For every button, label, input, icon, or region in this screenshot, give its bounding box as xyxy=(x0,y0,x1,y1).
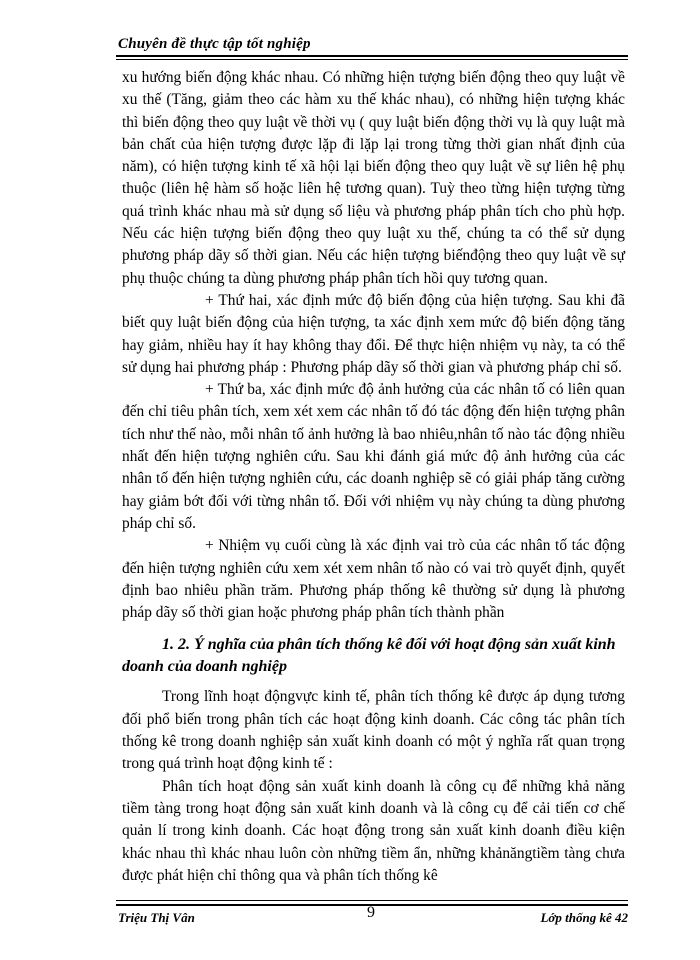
body-paragraph-2: + Thứ hai, xác định mức độ biến động của hiện tượng. Sau khi đã biết quy luật biến động của hiện tượng, ta xác định xem mức độ biến động tăng hay giảm, nhiều hay ít hay không thay đổi. Để thực hiện nhiệm vụ này, ta có thể sử dụng hai phương pháp : Phương pháp dãy số thời gian và phương pháp chỉ số. xyxy=(122,291,625,376)
section-heading: 1. 2. Ý nghĩa của phân tích thống kê đối với hoạt động sản xuất kinh doanh của doanh nghiệp xyxy=(122,636,616,676)
footer-author: Triệu Thị Vân xyxy=(118,910,195,925)
document-body xyxy=(122,67,625,887)
body-paragraph-4: + Nhiệm vụ cuối cùng là xác định vai trò của các nhân tố tác động đến hiện tượng nghiên cứu xem xét xem nhân tố nào có vai trò quyết định, quyết định bao nhiêu phần trăm. Phương pháp thống kê thường sử dụng là phương pháp dãy số thời gian hoặc phương pháp phân tích thành phần xyxy=(122,537,625,622)
page-header-title: Chuyên đề thực tập tốt nghiệp xyxy=(118,36,311,52)
body-paragraph-3: + Thứ ba, xác định mức độ ảnh hưởng của các nhân tố có liên quan đến chỉ tiêu phân tích, xem xét xem các nhân tố đó tác động đến hiện tượng phân tích như thế nào, mỗi nhân tố ảnh hưởng là bao nhiêu,nhân tố nào tác động nhiều nhất đến hiện tượng nghiên cứu. Sau khi đánh giá mức độ ảnh hưởng của các nhân tố đến hiện tượng nghiên cứu, các doanh nghiệp sẽ có giải pháp tăng cường hay giảm bớt đối với từng nhân tố. Đối với nhiệm vụ này chúng ta dùng phương pháp chỉ số. xyxy=(122,381,625,532)
section-paragraph-2: Phân tích hoạt động sản xuất kinh doanh là công cụ để những khả năng tiềm tàng trong hoạt động sản xuất kinh doanh và là công cụ để cải tiến cơ chế quản lí trong kinh doanh. Các hoạt động trong sản xuất kinh doanh điều kiện khác nhau thì khác nhau luôn còn những tiềm ẩn, những khảnăngtiềm tàng chưa được phát hiện chỉ thông qua và phân tích thống kê xyxy=(122,777,625,884)
body-paragraph-1: xu hướng biến động khác nhau. Có những hiện tượng biến động theo quy luật về xu thế (Tăng, giảm theo các hàm xu thế khác nhau), có những hiện tượng khác thì biến động theo quy luật về thời vụ ( quy luật biến động thời vụ là quy luật mà bản chất của hiện tượng được lặp đi lặp lại trong từng thời gian nhất định của năm), có hiện tượng kinh tế xã hội lại biến động theo quy luật về sự liên hệ phụ thuộc (liên hệ hàm số hoặc liên hệ tương quan). Tuỳ theo từng hiện tượng từng quá trình khác nhau mà sử dụng số liệu và phương pháp phân tích cho phù hợp. Nếu các hiện tượng biến động theo quy luật xu thế, chúng ta có thể sử dụng phương pháp dãy số thời gian. Nếu các hiện tượng biếnđộng theo quy luật về sự phụ thuộc chúng ta dùng phương pháp phân tích hồi quy tương quan. xyxy=(122,69,625,287)
header-rule-thin xyxy=(116,59,628,60)
footer-class-name: Lớp thống kê 42 xyxy=(540,910,628,925)
header-rule xyxy=(116,55,628,57)
section-paragraph-1: Trong lĩnh hoạt độngvực kinh tế, phân tích thống kê được áp dụng tương đối phổ biến trong phân tích các hoạt động kinh doanh. Các công tác phân tích thống kê trong doanh nghiệp sản xuất kinh doanh có một ý nghĩa rất quan trọng trong quá trình hoạt động kinh tế : xyxy=(122,688,625,773)
page-number: 9 xyxy=(367,904,375,921)
footer-rule-thin xyxy=(116,900,628,901)
